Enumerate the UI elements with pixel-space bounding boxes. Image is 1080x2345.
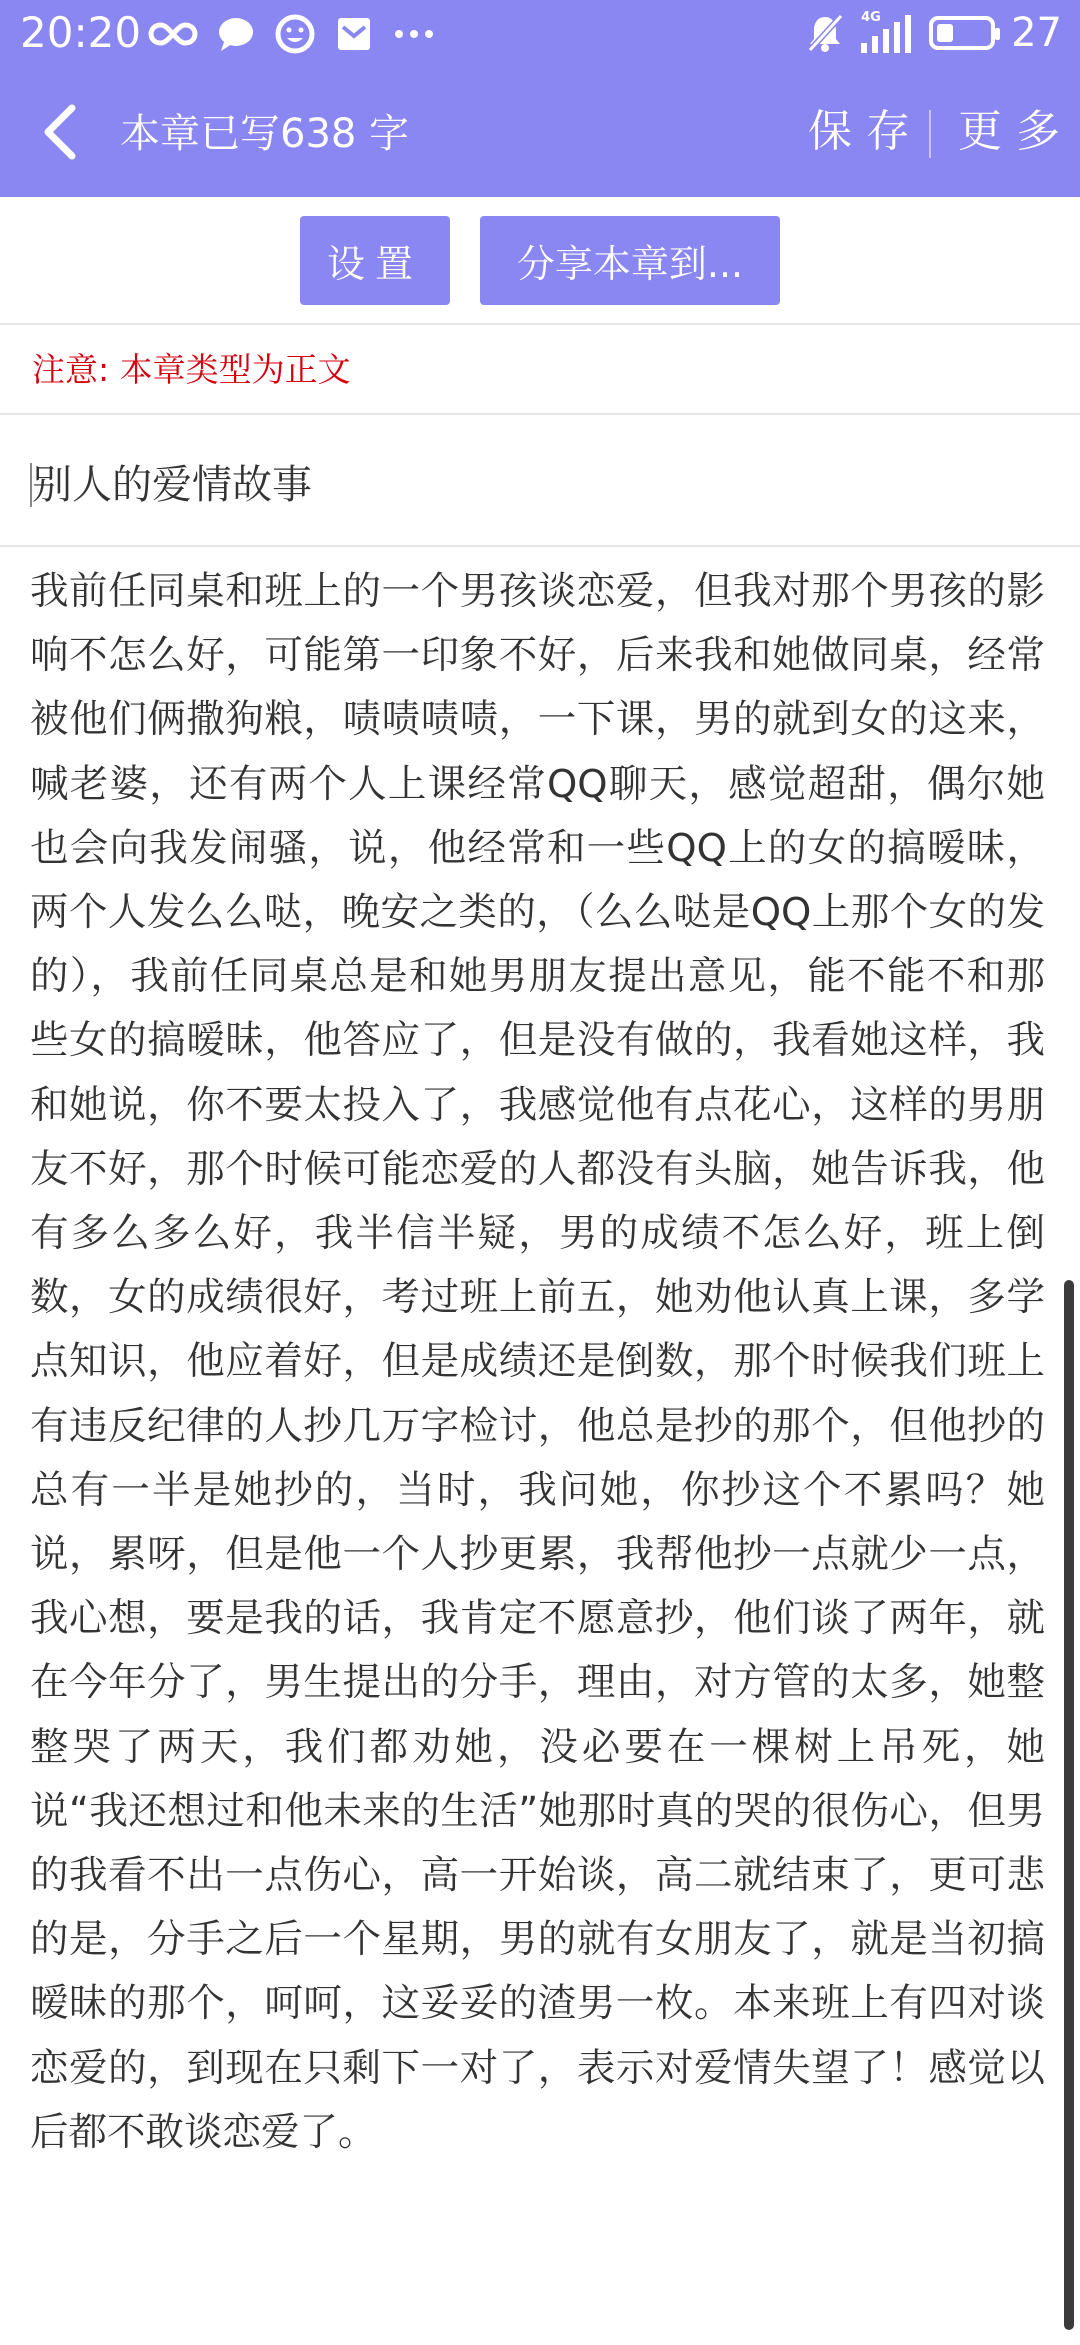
chat-bubble-icon <box>216 14 256 54</box>
share-chapter-button[interactable]: 分享本章到... <box>480 216 780 305</box>
mail-icon <box>334 14 374 54</box>
status-bar <box>0 0 1080 66</box>
chapter-title-input[interactable]: 别人的爱情故事 <box>32 462 312 508</box>
back-button[interactable] <box>30 100 90 164</box>
battery-icon <box>929 16 995 50</box>
status-time: 20:20 <box>20 8 142 57</box>
toolbar-divider <box>929 110 931 158</box>
word-count-title: 本章已写638 字 <box>120 111 410 157</box>
app-header <box>0 0 1080 197</box>
toolbar <box>0 66 1080 197</box>
face-icon <box>274 13 316 55</box>
scrollbar[interactable] <box>1064 1280 1074 2330</box>
network-label: 4G <box>861 10 881 25</box>
chevron-left-icon <box>40 104 80 160</box>
settings-button[interactable]: 设置 <box>300 216 450 305</box>
notification-icons <box>148 12 436 56</box>
system-icons <box>805 8 1062 58</box>
chapter-type-notice <box>0 327 1080 415</box>
signal-4g-icon <box>861 11 913 55</box>
save-button[interactable]: 保存 <box>808 106 924 157</box>
more-button[interactable]: 更多 <box>958 106 1074 157</box>
battery-percent: 27 <box>1011 10 1062 56</box>
action-bar <box>0 197 1080 325</box>
infinity-icon <box>148 19 198 49</box>
notice-text: 注意: 本章类型为正文 <box>32 350 351 389</box>
chapter-title-field[interactable] <box>0 417 1080 547</box>
chapter-body-editor[interactable]: 我前任同桌和班上的一个男孩谈恋爱，但我对那个男孩的影响不怎么好，可能第一印象不好，后来我和她做同桌，经常被他们俩撒狗粮，啧啧啧啧，一下课，男的就到女的这来，喊老婆，还有两个人上课经常QQ聊天，感觉超甜，偶尔她也会向我发闹骚，说，他经常和一些QQ上的女的搞暧昧，两个人发么么哒，晚安之类的，（么么哒是QQ上那个女的发的），我前任同桌总是和她男朋友提出意见，能不能不和那些女的搞暧昧，他答应了，但是没有做的，我看她这样，我和她说，你不要太投入了，我感觉他有点花心，这样的男朋友不好，那个时候可能恋爱的人都没有头脑，她告诉我，他有多么多么好，我半信半疑，男的成绩不怎么好，班上倒数，女的成绩很好，考过班上前五，她劝他认真上课，多学点知识，他应着好，但是成绩还是倒数，那个时候我们班上有违反纪律的人抄几万字检讨，他总是抄的那个，但他抄的总有一半是她抄的，当时，我问她，你抄这个不累吗？她说，累呀，但是他一个人抄更累，我帮他抄一点就少一点，我心想，要是我的话，我肯定不愿意抄，他们谈了两年，就在今年分了，男生提出的分手，理由，对方管的太多，她整整哭了两天，我们都劝她，没必要在一棵树上吊死，她说“我还想过和他未来的生活”她那时真的哭的很伤心，但男的我看不出一点伤心，高一开始谈，高二就结束了，更可悲的是，分手之后一个星期，男的就有女朋友了，就是当初搞暧昧的那个，呵呵，这妥妥的渣男一枚。本来班上有四对谈恋爱的，到现在只剩下一对了，表示对爱情失望了！感觉以后都不敢谈恋爱了。 <box>30 569 1045 2155</box>
more-dots-icon <box>392 24 436 44</box>
battery-level <box>937 24 953 42</box>
muted-bell-icon <box>805 12 845 54</box>
